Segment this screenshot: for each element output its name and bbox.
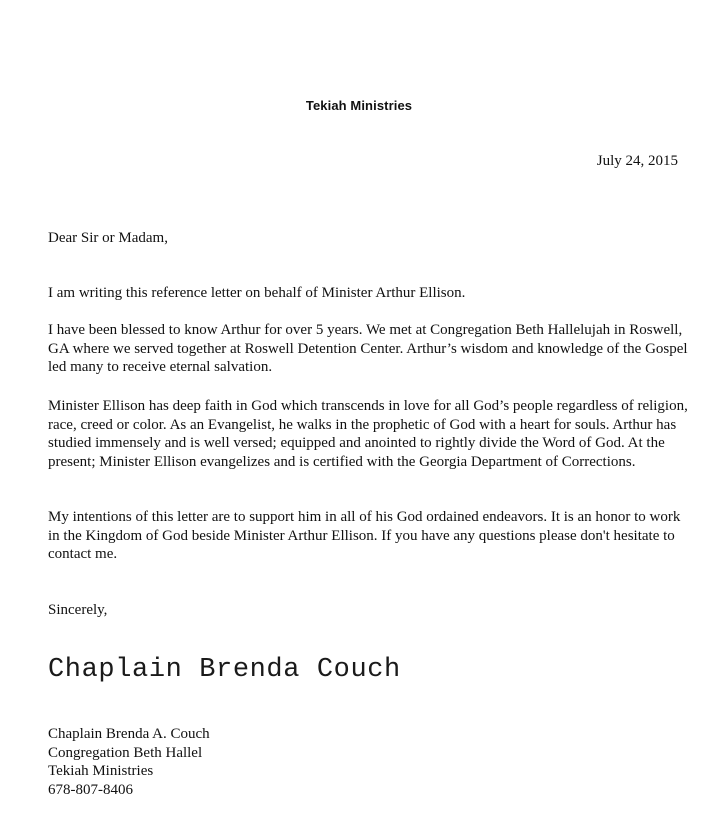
salutation: Dear Sir or Madam,	[48, 230, 168, 246]
paragraph-support: My intentions of this letter are to support him in all of his God ordained endeavors. It is an honor to work in the Kingdom of God beside Minister Arthur Ellison. If you have any questions please don't hesitate to contact me.	[48, 509, 681, 563]
paragraph-faith: Minister Ellison has deep faith in God which transcends in love for all God’s people regardless of religion, race, creed or color. As an Evangelist, he walks in the prophetic of God with a heart for souls. Arthur has studied immensely and is well versed; equipped and anointed to rightly divide the Word of God. At the present; Minister Ellison evangelizes and is certified with the Georgia Department of Corrections.	[48, 398, 688, 470]
signature-block	[48, 725, 210, 799]
signer-name: Chaplain Brenda A. Couch	[48, 726, 210, 742]
paragraph-intro: I am writing this reference letter on behalf of Minister Arthur Ellison.	[48, 285, 466, 301]
signer-phone: 678-807-8406	[48, 781, 133, 798]
letter-date: July 24, 2015	[596, 153, 678, 169]
letterhead-organization: Tekiah Ministries	[305, 98, 413, 113]
signer-congregation: Congregation Beth Hallel	[48, 744, 203, 761]
paragraph-acquaintance: I have been blessed to know Arthur for over 5 years. We met at Congregation Beth Hallelujah in Roswell, GA where we served together at Roswell Detention Center. Arthur’s wisdom and knowledge of the Gospel led many to receive eternal salvation.	[48, 322, 688, 376]
signer-organization: Tekiah Ministries	[48, 763, 154, 780]
closing: Sincerely,	[48, 602, 108, 618]
signature: Chaplain Brenda Couch	[48, 655, 401, 685]
